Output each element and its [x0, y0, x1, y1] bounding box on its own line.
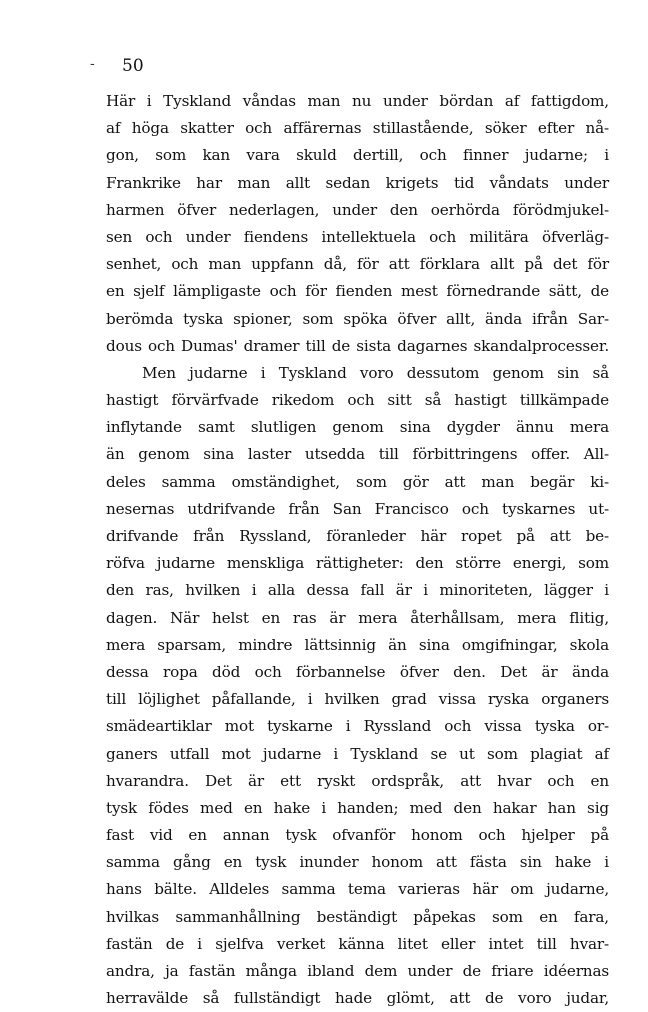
text-line: senhet, och man uppfann då, för att förklara allt på det för [106, 255, 609, 274]
text-line: dous och Dumas' dramer till de sista dagarnes skandalprocesser. [106, 336, 609, 355]
text-line: harmen öfver nederlagen, under den oerhörda förödmjukel- [106, 200, 609, 219]
text-line: dagen. När helst en ras är mera återhållsam, mera flitig, [106, 608, 609, 627]
text-line: hvilkas sammanhållning beständigt påpekas som en fara, [106, 907, 609, 926]
text-line: röfva judarne menskliga rättigheter: den större energi, som [106, 554, 609, 573]
body-text [106, 88, 609, 1012]
text-line: till löjlighet påfallande, i hvilken grad vissa ryska organers [106, 690, 609, 709]
text-line: nesernas utdrifvande från San Francisco och tyskarnes ut- [106, 499, 609, 518]
text-line: hastigt förvärfvade rikedom och sitt så hastigt tillkämpade [106, 391, 609, 410]
text-line: hans bälte. Alldeles samma tema varieras här om judarne, [106, 880, 609, 899]
text-line: andra, ja fastän många ibland dem under de friare idéernas [106, 962, 609, 980]
text-line: mera sparsam, mindre lättsinnig än sina omgifningar, skola [106, 635, 609, 654]
text-line: en sjelf lämpligaste och för fienden mest förnedrande sätt, de [106, 282, 609, 301]
text-line: herravälde så fullständigt hade glömt, att de voro judar, [106, 989, 609, 1008]
text-line: drifvande från Ryssland, föranleder här ropet på att be- [106, 527, 609, 545]
text-line: smädeartiklar mot tyskarne i Ryssland och vissa tyska or- [106, 717, 609, 736]
text-line: ganers utfall mot judarne i Tyskland se ut som plagiat af [106, 744, 609, 763]
text-line: gon, som kan vara skuld dertill, och finner judarne; i [106, 146, 609, 165]
text-line: berömda tyska spioner, som spöka öfver allt, ända ifrån Sar- [106, 309, 609, 328]
text-line: af höga skatter och affärernas stillastående, söker efter nå- [106, 119, 609, 138]
text-line: dessa ropa död och förbannelse öfver den. Det är ända [106, 662, 609, 681]
paragraph-start-line: Men judarne i Tyskland voro dessutom genom sin så [142, 363, 609, 382]
page-number: 50 [122, 56, 144, 76]
text-line: den ras, hvilken i alla dessa fall är i minoriteten, lägger i [106, 581, 609, 600]
text-line: tysk födes med en hake i handen; med den hakar han sig [106, 798, 609, 817]
text-line: än genom sina laster utsedda till förbittringens offer. All- [106, 445, 609, 464]
text-line: inflytande samt slutligen genom sina dygder ännu mera [106, 418, 609, 437]
text-line: sen och under fiendens intellektuela och militära öfverläg- [106, 227, 609, 246]
text-line: fast vid en annan tysk ofvanför honom och hjelper på [106, 826, 609, 845]
text-line: Här i Tyskland våndas man nu under bördan af fattigdom, [106, 92, 609, 110]
text-line: hvarandra. Det är ett ryskt ordspråk, att hvar och en [106, 771, 609, 790]
text-line: samma gång en tysk inunder honom att fästa sin hake i [106, 853, 609, 872]
text-line: deles samma omständighet, som gör att man begär ki- [106, 472, 609, 491]
folio-mark: - [90, 56, 95, 72]
text-line: fastän de i sjelfva verket känna litet eller intet till hvar- [106, 934, 609, 953]
text-line: Frankrike har man allt sedan krigets tid våndats under [106, 173, 609, 192]
